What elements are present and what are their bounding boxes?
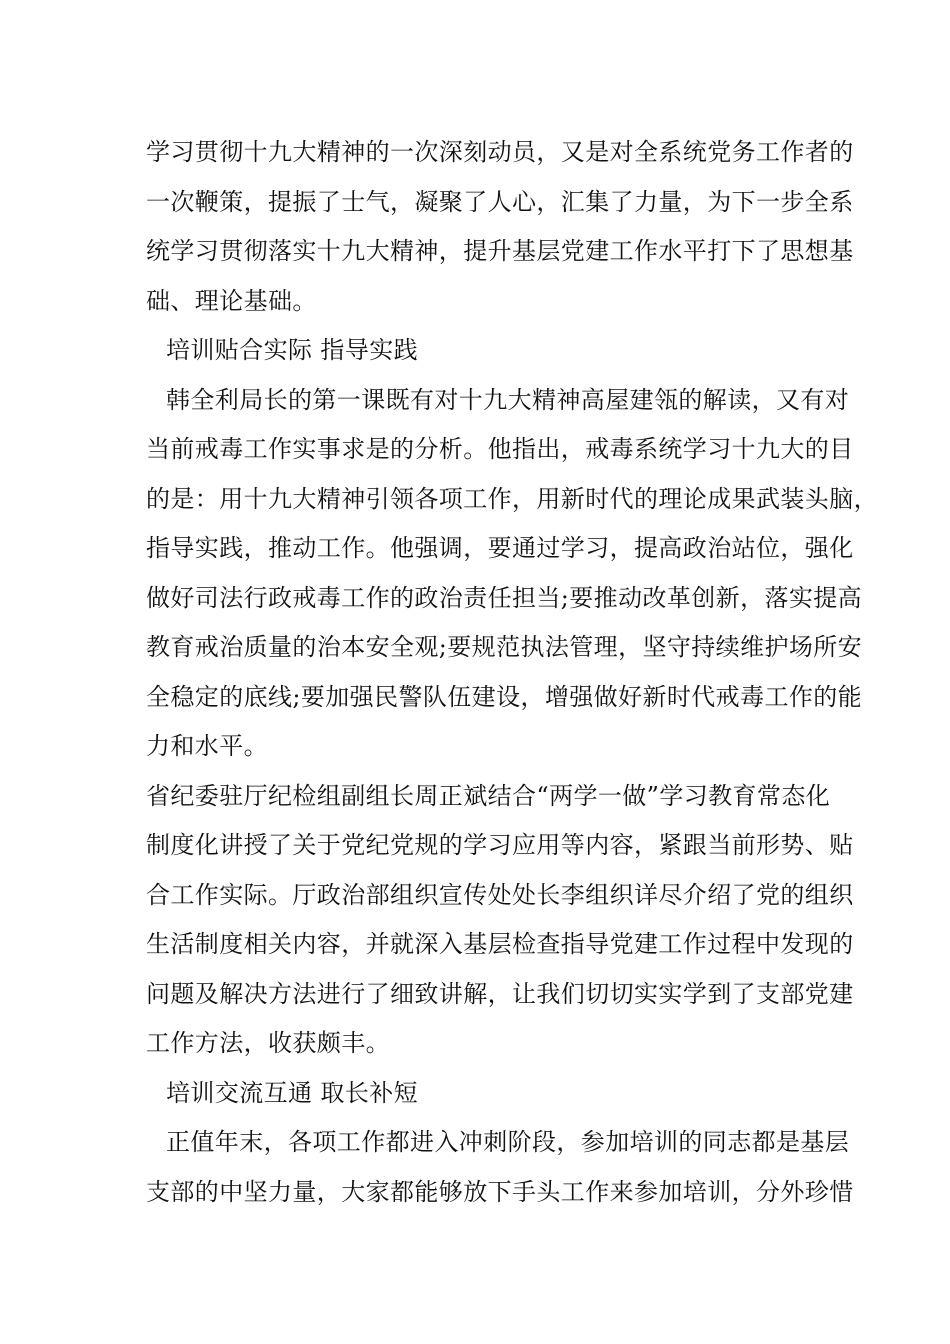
body-line: 做好司法行政戒毒工作的政治责任担当;要推动改革创新，落实提高 [146, 583, 863, 612]
body-line: 工作方法，收获颇丰。 [146, 1029, 390, 1057]
body-line: 一次鞭策，提振了士气，凝聚了人心，汇集了力量，为下一步全系 [146, 187, 854, 216]
body-line: 础、理论基础。 [146, 286, 317, 315]
section-heading: 培训交流互通 取长补短 [166, 1078, 419, 1107]
section-heading: 培训贴合实际 指导实践 [166, 336, 419, 364]
body-line: 指导实践，推动工作。他强调，要通过学习，提高政治站位，强化 [146, 534, 854, 562]
body-line: 力和水平。 [146, 732, 268, 760]
paragraph-first-line: 正值年末，各项工作都进入冲刺阶段，参加培训的同志都是基层 [166, 1128, 850, 1156]
body-line: 的是：用十九大精神引领各项工作，用新时代的理论成果武装头脑， [146, 484, 878, 513]
body-line: 教育戒治质量的治本安全观;要规范执法管理，坚守持续维护场所安 [146, 633, 863, 661]
body-line: 生活制度相关内容，并就深入基层检查指导党建工作过程中发现的 [146, 930, 854, 958]
document-body [146, 128, 878, 1217]
body-line: 学习贯彻十九大精神的一次深刻动员，又是对全系统党务工作者的 [146, 138, 854, 166]
body-line: 问题及解决方法进行了细致讲解，让我们切切实实学到了支部党建 [146, 979, 854, 1008]
body-line: 统学习贯彻落实十九大精神，提升基层党建工作水平打下了思想基 [146, 237, 854, 265]
paragraph-first-line: 韩全利局长的第一课既有对十九大精神高屋建瓴的解读，又有对 [166, 385, 850, 414]
body-line: 全稳定的底线;要加强民警队伍建设，增强做好新时代戒毒工作的能 [146, 682, 863, 711]
body-line: 合工作实际。厅政治部组织宣传处处长李组织详尽介绍了党的组织 [146, 880, 854, 909]
body-line: 支部的中坚力量，大家都能够放下手头工作来参加培训，分外珍惜 [146, 1177, 854, 1206]
body-line: 制度化讲授了关于党纪党规的学习应用等内容，紧跟当前形势、贴 [146, 831, 854, 859]
body-line: 当前戒毒工作实事求是的分析。他指出，戒毒系统学习十九大的目 [146, 435, 854, 463]
body-line: 省纪委驻厅纪检组副组长周正斌结合“两学一做”学习教育常态化 [146, 781, 831, 810]
